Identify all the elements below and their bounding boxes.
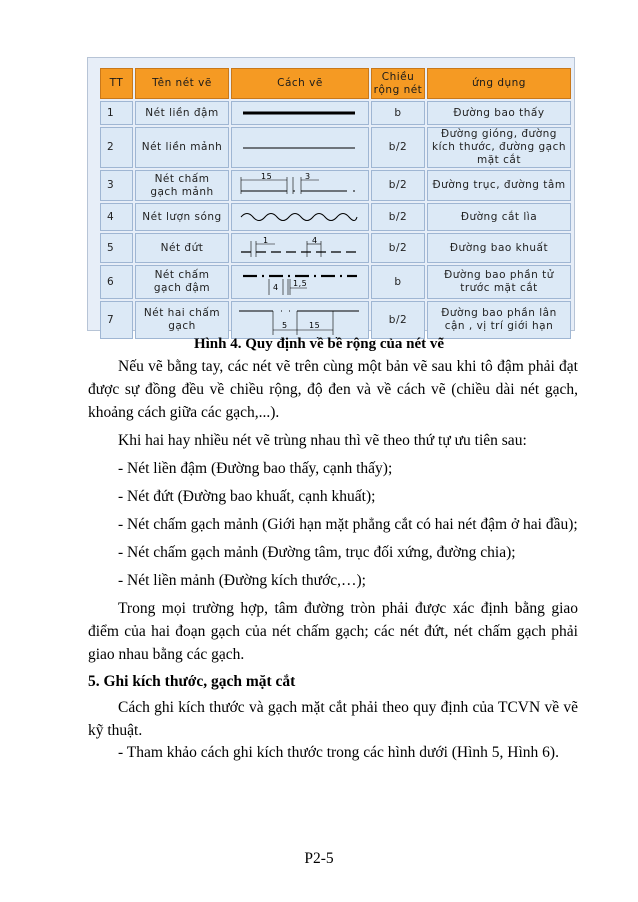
paragraph-intersections: Trong mọi trường hợp, tâm đường tròn phải được xác định bằng giao điểm của hai đoạn gạch của nét chấm gạch; các nét đứt, nét chấm gạch phải giao nhau bằng các gạch.: [88, 600, 578, 663]
header-tt: TT: [100, 68, 133, 99]
row-width: b/2: [371, 203, 425, 231]
row-name: Nét chấm gạch đậm: [135, 265, 229, 299]
thick-solid-line-drawing: [235, 103, 365, 123]
row-usage: Đường bao khuất: [427, 233, 571, 263]
row-usage: Đường bao thấy: [427, 101, 571, 125]
row-width: b/2: [371, 127, 425, 168]
table-row: [100, 170, 571, 201]
row-name: Nét lượn sóng: [135, 203, 229, 231]
dim-label: 4: [312, 236, 318, 245]
row-usage: Đường bao phần tử trước mặt cắt: [427, 265, 571, 299]
line-types-table-image: [87, 57, 575, 331]
paragraph-hand-drawing: Nếu vẽ bằng tay, các nét vẽ trên cùng một bản vẽ sau khi tô đậm phải đạt được sự đồng đều về chiều rộng, độ đen và về cách vẽ (chiều dài nét gạch, khoảng cách giữa các gạch,...).: [88, 358, 578, 421]
line-types-table: [98, 66, 573, 341]
dim-label: 15: [261, 171, 273, 181]
paragraph-reference: - Tham khảo cách ghi kích thước trong các hình dưới (Hình 5, Hình 6).: [118, 744, 559, 761]
double-dot-dash-line-drawing: [235, 303, 365, 337]
table-row: [100, 265, 571, 299]
table-header-row: [100, 68, 571, 99]
row-number: 7: [100, 301, 133, 339]
row-number: 2: [100, 127, 133, 168]
header-usage: ứng dụng: [427, 68, 571, 99]
dim-label: 1,5: [293, 279, 308, 288]
table-row: [100, 127, 571, 168]
header-width: [371, 68, 425, 99]
row-usage: Đường cắt lìa: [427, 203, 571, 231]
list-item: - Nét chấm gạch mảnh (Giới hạn mặt phẳng cắt có hai nét đậm ở hai đầu);: [118, 516, 578, 533]
row-name: Nét hai chấm gạch: [135, 301, 229, 339]
table-row: [100, 301, 571, 339]
row-name: Nét đứt: [135, 233, 229, 263]
row-width: b/2: [371, 301, 425, 339]
row-usage: Đường gióng, đường kích thước, đường gạch mặt cắt: [427, 127, 571, 168]
row-width: b: [371, 265, 425, 299]
wavy-line-drawing: [235, 206, 365, 228]
header-width-line2: rộng nét: [373, 83, 423, 96]
row-name: Nét liền mảnh: [135, 127, 229, 168]
list-item: - Nét chấm gạch mảnh (Đường tâm, trục đối xứng, đường chia);: [118, 544, 516, 561]
row-number: 1: [100, 101, 133, 125]
row-width: b: [371, 101, 425, 125]
header-width-line1: Chiều: [381, 70, 415, 83]
thin-solid-line-drawing: [235, 136, 365, 160]
dim-label: 15: [309, 321, 321, 330]
row-width: b/2: [371, 170, 425, 201]
thin-dash-dot-line-drawing: [235, 172, 365, 200]
list-item: - Nét liền đậm (Đường bao thấy, cạnh thấy);: [118, 460, 393, 477]
page-number: P2-5: [304, 850, 334, 867]
section-heading: 5. Ghi kích thước, gạch mặt cắt: [88, 673, 296, 690]
row-name: Nét liền đậm: [135, 101, 229, 125]
row-name: Nét chấm gạch mảnh: [135, 170, 229, 201]
thick-dash-dot-line-drawing: [235, 267, 365, 297]
row-drawing: [231, 301, 369, 339]
paragraph-priority-intro: Khi hai hay nhiều nét vẽ trùng nhau thì vẽ theo thứ tự ưu tiên sau:: [118, 432, 527, 449]
dim-label: 5: [282, 321, 288, 330]
header-method: Cách vẽ: [231, 68, 369, 99]
table-row: [100, 203, 571, 231]
table-row: [100, 101, 571, 125]
paragraph-dimensioning: Cách ghi kích thước và gạch mặt cắt phải theo quy định của TCVN về vẽ kỹ thuật.: [88, 699, 578, 739]
row-drawing: [231, 170, 369, 201]
list-item: - Nét đứt (Đường bao khuất, cạnh khuất);: [118, 488, 376, 505]
dashed-line-drawing: [235, 235, 365, 261]
list-item: - Nét liền mảnh (Đường kích thước,…);: [118, 572, 366, 589]
row-number: 4: [100, 203, 133, 231]
table-row: [100, 233, 571, 263]
row-number: 6: [100, 265, 133, 299]
row-width: b/2: [371, 233, 425, 263]
dim-label: 3: [305, 171, 311, 181]
row-drawing: [231, 101, 369, 125]
dim-label: 1: [263, 236, 269, 245]
row-usage: Đường bao phần lân cận , vị trí giới hạn: [427, 301, 571, 339]
header-name: Tên nét vẽ: [135, 68, 229, 99]
row-number: 5: [100, 233, 133, 263]
figure-caption: Hình 4. Quy định về bề rộng của nét vẽ: [193, 336, 445, 352]
row-number: 3: [100, 170, 133, 201]
row-drawing: [231, 265, 369, 299]
row-drawing: [231, 127, 369, 168]
dim-label: 4: [273, 283, 279, 292]
row-usage: Đường trục, đường tâm: [427, 170, 571, 201]
row-drawing: [231, 233, 369, 263]
row-drawing: [231, 203, 369, 231]
